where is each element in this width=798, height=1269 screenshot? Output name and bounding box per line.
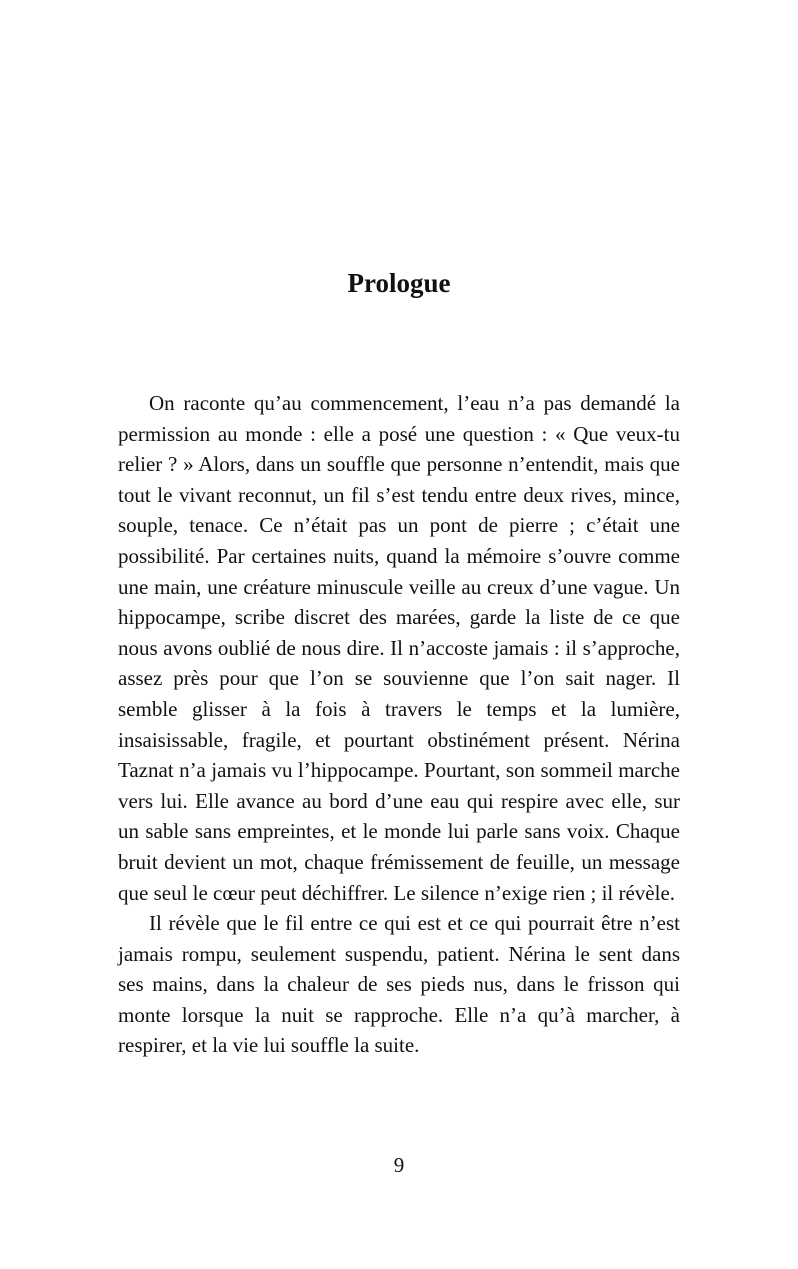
page-number: 9 bbox=[393, 1153, 405, 1177]
body-text bbox=[118, 388, 680, 1061]
paragraph-2: Il révèle que le fil entre ce qui est et ce qui pourrait être n’est jamais rompu, seulement suspendu, patient. Nérina le sent dans ses mains, dans la chaleur de ses pieds nus, dans le frisson qui monte lorsque la nuit se rapproche. Elle n’a qu’à marcher, à respirer, et la vie lui souffle la suite. bbox=[118, 911, 680, 1058]
chapter-title: Prologue bbox=[347, 268, 451, 298]
paragraph-1: On raconte qu’au commencement, l’eau n’a pas demandé la permission au monde : elle a posé une question : « Que veux-tu relier ? » Alors, dans un souffle que personne n’entendit, mais que tout le vivant reconnut, un fil s’est tendu entre deux rives, mince, souple, tenace. Ce n’était pas un pont de pierre ; c’était une possibilité. Par certaines nuits, quand la mémoire s’ouvre comme une main, une créature minuscule veille au creux d’une vague. Un hippocampe, scribe discret des marées, garde la liste de ce que nous avons oublié de nous dire. Il n’accoste jamais : il s’approche, assez près pour que l’on se souvienne que l’on sait nager. Il semble glisser à la fois à travers le temps et la lumière, insaisissable, fragile, et pourtant obstinément présent. Nérina Taznat n’a jamais vu l’hippocampe. Pourtant, son sommeil marche vers lui. Elle avance au bord d’une eau qui respire avec elle, sur un sable sans empreintes, et le monde lui parle sans voix. Chaque bruit devient un mot, chaque frémissement de feuille, un message que seul le cœur peut déchiffrer. Le silence n’exige rien ; il révèle. bbox=[118, 391, 680, 905]
